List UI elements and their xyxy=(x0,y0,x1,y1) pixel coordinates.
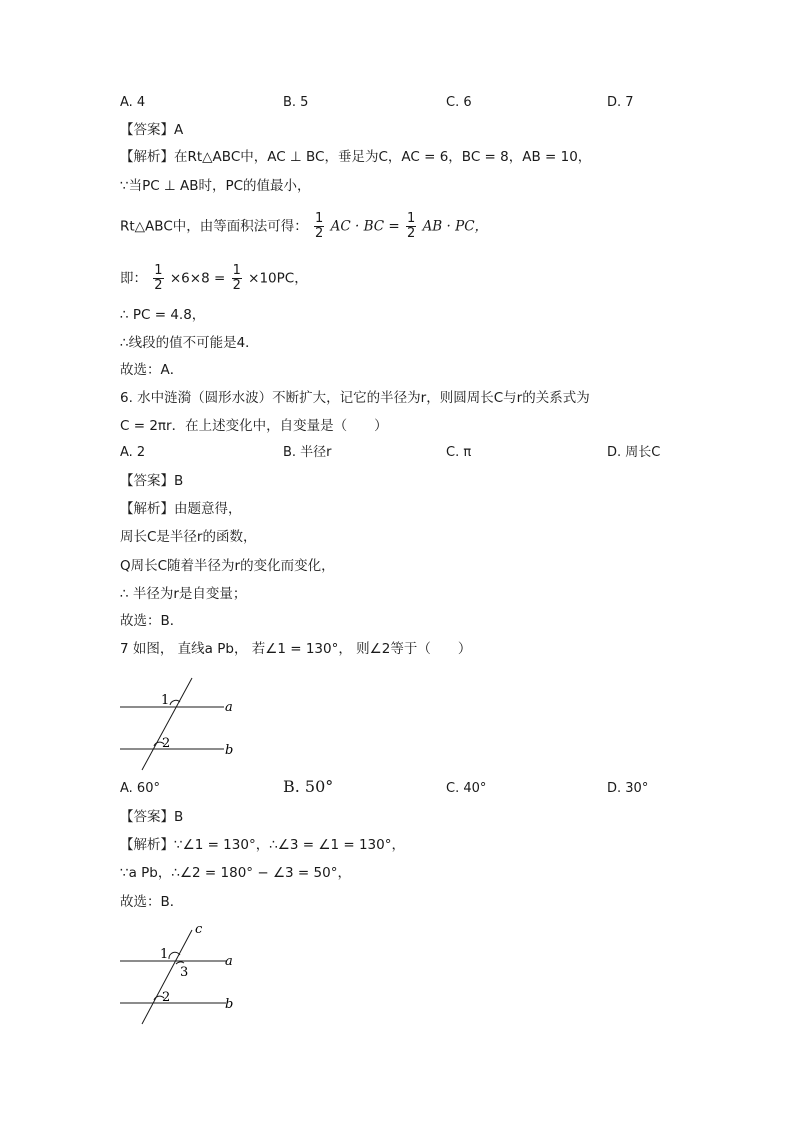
q5-analysis-line-6: ∴线段的值不可能是4． xyxy=(120,335,259,351)
option-a: A. 60° xyxy=(120,781,160,796)
q6-analysis-line-1 xyxy=(120,500,242,518)
analysis-text: 在Rt△ABC中，AC ⊥ BC，垂足为C，AC = 6，BC = 8，AB = 10， xyxy=(174,149,592,165)
numerator: 1 xyxy=(315,211,324,226)
q5-analysis-line-5: ∴ PC = 4.8， xyxy=(120,307,206,323)
denominator: 2 xyxy=(232,278,241,293)
option-b: B. 半径r xyxy=(283,445,332,460)
q6-analysis-line-4: ∴ 半径为r是自变量； xyxy=(120,586,247,602)
option-a: A. 2 xyxy=(120,445,146,460)
parallel-lines-figure-1 xyxy=(114,672,244,772)
answer-value: B xyxy=(174,473,184,489)
option-d: D. 30° xyxy=(607,781,649,796)
parallel-lines-figure-2 xyxy=(114,918,254,1028)
q7-analysis-line-3: 故选：B． xyxy=(120,894,184,910)
equation-intro: 即： xyxy=(120,270,147,287)
line-b-label: b xyxy=(225,743,234,758)
numerator: 1 xyxy=(154,263,163,278)
q5-analysis-line-3 xyxy=(120,212,488,241)
angle-3-arc xyxy=(176,962,184,964)
angle-1-label: 1 xyxy=(160,947,169,962)
line-c-label: c xyxy=(195,922,203,937)
option-a: A. 4 xyxy=(120,95,146,110)
fraction-half xyxy=(406,212,416,241)
analysis-tag: 【解析】 xyxy=(120,837,174,853)
fraction-half xyxy=(314,212,324,241)
answer-tag: 【答案】 xyxy=(120,473,174,489)
option-b: B. 50° xyxy=(283,777,334,796)
q5-analysis-line-2: ∵当PC ⊥ AB时，PC的值最小， xyxy=(120,178,311,194)
q6-answer xyxy=(120,472,183,490)
equation-end: ×10PC， xyxy=(248,270,308,287)
answer-value: A xyxy=(174,122,184,138)
denominator: 2 xyxy=(406,226,416,241)
q6-analysis-line-2: 周长C是半径r的函数， xyxy=(120,529,257,545)
option-d: D. 7 xyxy=(607,95,634,110)
fraction-half xyxy=(232,264,242,293)
q5-analysis-line-7: 故选：A． xyxy=(120,362,184,378)
equation-intro: Rt△ABC中，由等面积法可得： xyxy=(120,218,308,235)
q5-analysis-line-1 xyxy=(120,148,591,166)
q7-stem: 7 如图， 直线a Pb， 若∠1 = 130°， 则∠2等于（ ） xyxy=(120,641,472,657)
angle-1-label: 1 xyxy=(161,693,170,708)
line-b-label: b xyxy=(225,997,234,1012)
q6-analysis-line-3: Q周长C随着半径为r的变化而变化， xyxy=(120,558,335,574)
angle-2-label: 2 xyxy=(162,736,171,751)
answer-tag: 【答案】 xyxy=(120,122,174,138)
q6-stem-line-2: C = 2πr．在上述变化中，自变量是（ ） xyxy=(120,418,388,434)
analysis-tag: 【解析】 xyxy=(120,149,174,165)
line-a-label: a xyxy=(225,954,233,969)
equation-middle: ×6×8 = xyxy=(169,270,226,287)
analysis-tag: 【解析】 xyxy=(120,501,174,517)
q7-analysis-line-2: ∵a Pb，∴∠2 = 180° − ∠3 = 50°， xyxy=(120,865,351,881)
option-c: C. 6 xyxy=(446,95,472,110)
option-b: B. 5 xyxy=(283,95,309,110)
answer-value: B xyxy=(174,809,184,825)
q6-stem-line-1: 6. 水中涟漪（圆形水波）不断扩大，记它的半径为r，则圆周长C与r的关系式为 xyxy=(120,390,590,406)
denominator: 2 xyxy=(154,278,163,293)
q7-analysis-line-1 xyxy=(120,836,405,854)
numerator: 1 xyxy=(232,263,241,278)
fraction-half xyxy=(153,264,163,293)
angle-2-label: 2 xyxy=(162,990,171,1005)
answer-tag: 【答案】 xyxy=(120,809,174,825)
q6-analysis-line-5: 故选：B． xyxy=(120,613,184,629)
option-d: D. 周长C xyxy=(607,445,661,460)
equation-middle: AC · BC = xyxy=(330,218,400,235)
angle-3-label: 3 xyxy=(180,965,189,980)
analysis-text: 由题意得， xyxy=(174,501,242,517)
equation-end: AB · PC， xyxy=(422,218,489,235)
q5-answer xyxy=(120,121,183,139)
option-c: C. π xyxy=(446,445,472,460)
q5-analysis-line-4 xyxy=(120,264,308,293)
transversal xyxy=(142,678,192,770)
numerator: 1 xyxy=(406,211,416,226)
option-c: C. 40° xyxy=(446,781,487,796)
analysis-text: ∵∠1 = 130°，∴∠3 = ∠1 = 130°， xyxy=(174,837,405,853)
q7-answer xyxy=(120,808,183,826)
line-a-label: a xyxy=(225,700,233,715)
denominator: 2 xyxy=(315,226,324,241)
